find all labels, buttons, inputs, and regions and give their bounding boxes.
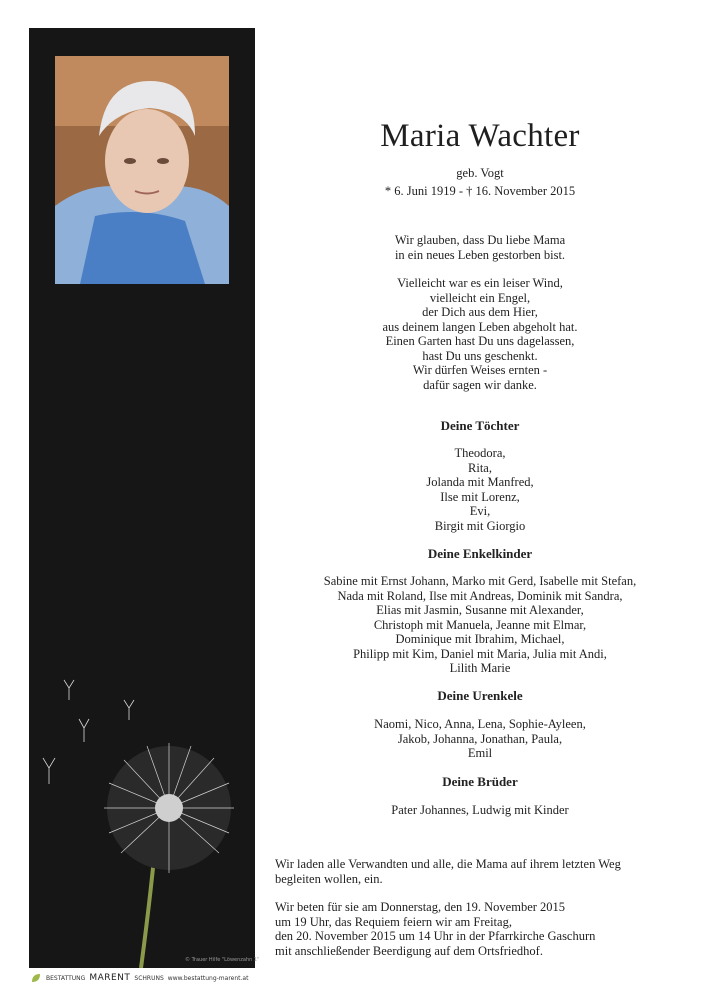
heading-toechter: Deine Töchter [440, 418, 520, 433]
list-item: Emil [467, 746, 493, 760]
prayer-line: den 20. November 2015 um 14 Uhr in der Pfarrkirche Gaschurn [275, 929, 596, 943]
footer-place: SCHRUNS [134, 974, 164, 982]
verse-line: Wir glauben, dass Du liebe Mama [394, 233, 566, 247]
list-toechter [270, 446, 690, 533]
list-urenkele [270, 717, 690, 761]
verse-line: aus deinem langen Leben abgeholt hat. [382, 319, 578, 334]
footer-prefix: BESTATTUNG [46, 974, 86, 982]
prayer-text [275, 900, 705, 958]
list-brueder [270, 803, 690, 818]
list-item: Christoph mit Manuela, Jeanne mit Elmar, [373, 617, 587, 632]
list-item: Naomi, Nico, Anna, Lena, Sophie-Ayleen, [374, 717, 586, 731]
prayer-line: um 19 Uhr, das Requiem feiern wir am Freitag, [275, 914, 512, 929]
list-item: Ilse mit Lorenz, [440, 489, 520, 504]
list-item: Pater Johannes, Ludwig mit Kinder [391, 803, 569, 817]
list-item: Jakob, Johanna, Jonathan, Paula, [397, 731, 563, 746]
verse-one [270, 233, 690, 262]
life-dates: * 6. Juni 1919 - † 16. November 2015 [384, 184, 576, 198]
list-item: Sabine mit Ernst Johann, Marko mit Gerd, Isabelle mit Stefan, [323, 574, 637, 588]
image-credit: © Trauer Hilfe "Löwenzahn 1" [185, 957, 260, 963]
invitation-line: Wir laden alle Verwandten und alle, die Mama auf ihrem letzten Weg [275, 857, 621, 871]
invitation-line: begleiten wollen, ein. [275, 871, 383, 886]
footer-url[interactable]: www.bestattung-marent.at [167, 974, 249, 982]
verse-line: in ein neues Leben gestorben bist. [394, 247, 566, 262]
portrait-photo [55, 56, 229, 284]
verse-line: der Dich aus dem Hier, [422, 305, 538, 319]
heading-enkelkinder: Deine Enkelkinder [427, 546, 533, 561]
list-item: Lilith Marie [449, 661, 511, 675]
invitation-text [275, 857, 705, 886]
verse-line: Vielleicht war es ein leiser Wind, [397, 276, 563, 290]
sidebar-panel [29, 28, 260, 968]
footer-brand: MARENT [89, 973, 131, 983]
dandelion-image [29, 648, 255, 968]
prayer-line: Wir beten für sie am Donnerstag, den 19. November 2015 [275, 900, 566, 914]
deceased-name: Maria Wachter [380, 118, 580, 154]
verse-line: hast Du uns geschenkt. [422, 348, 538, 363]
verse-line: dafür sagen wir danke. [423, 377, 537, 392]
birth-name: geb. Vogt [456, 166, 504, 180]
list-item: Elias mit Jasmin, Susanne mit Alexander, [376, 603, 584, 617]
heading-urenkele: Deine Urenkele [437, 688, 523, 703]
list-item: Jolanda mit Manfred, [426, 475, 534, 489]
verse-line: Wir dürfen Weises ernten - [412, 363, 548, 377]
list-item: Theodora, [454, 446, 506, 460]
list-item: Birgit mit Giorgio [434, 518, 526, 533]
list-item: Evi, [469, 504, 491, 518]
list-item: Nada mit Roland, Ilse mit Andreas, Dominik mit Sandra, [337, 588, 623, 603]
heading-brueder: Deine Brüder [442, 774, 518, 789]
leaf-logo-icon [30, 972, 42, 984]
footer-bar [30, 970, 270, 986]
list-item: Dominique mit Ibrahim, Michael, [395, 632, 565, 646]
list-item: Rita, [468, 460, 492, 475]
prayer-line: mit anschließender Beerdigung auf dem Ortsfriedhof. [275, 943, 543, 958]
portrait-image [55, 56, 229, 284]
verse-line: Einen Garten hast Du uns dagelassen, [385, 334, 575, 348]
list-item: Philipp mit Kim, Daniel mit Maria, Julia mit Andi, [353, 646, 607, 661]
list-enkelkinder [270, 574, 690, 676]
verse-two [270, 276, 690, 392]
verse-line: vielleicht ein Engel, [429, 290, 531, 305]
